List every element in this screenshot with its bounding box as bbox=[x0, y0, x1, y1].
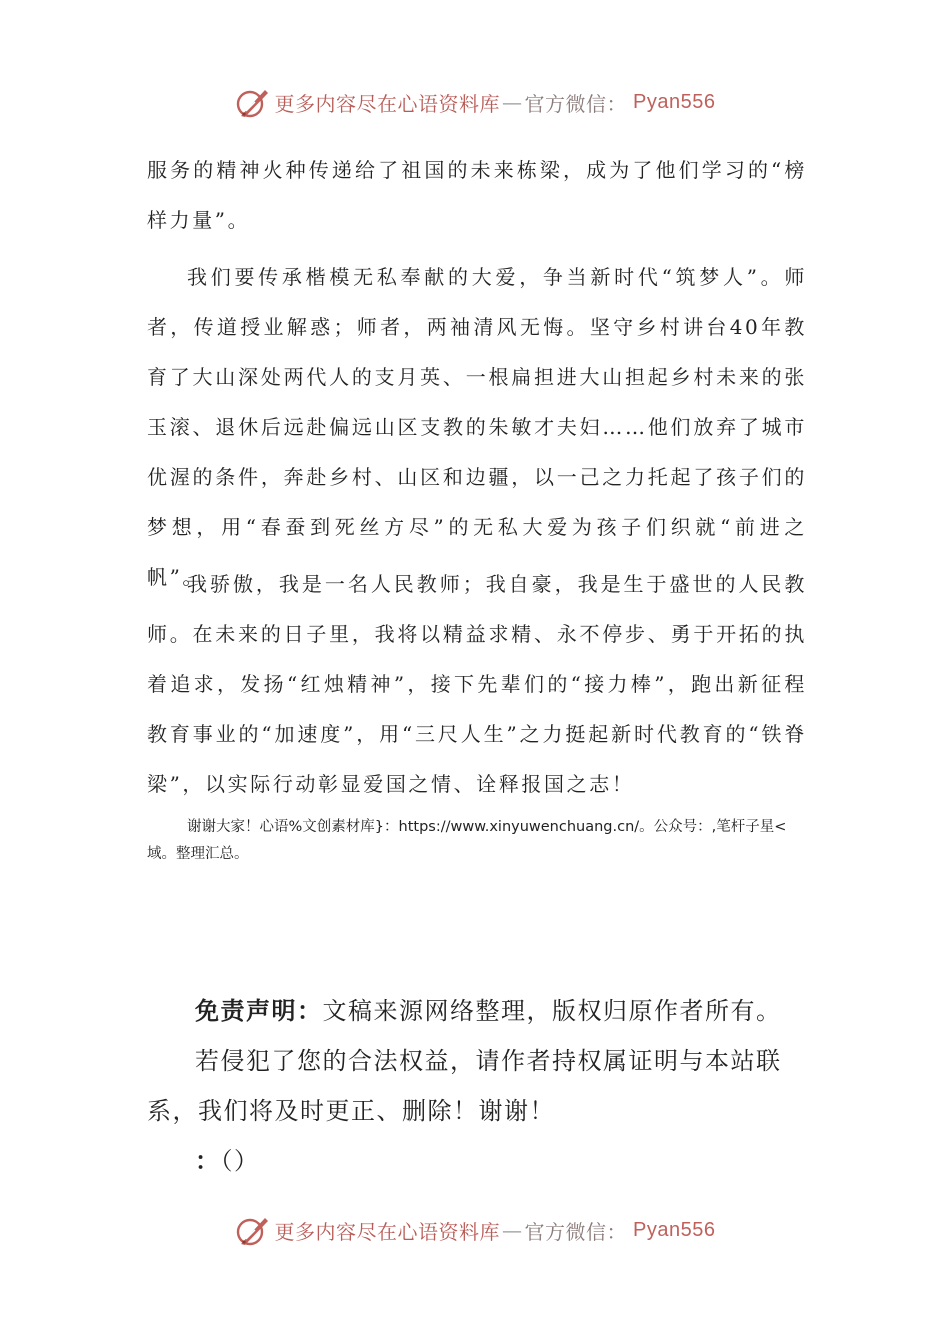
header-dash: — bbox=[502, 90, 523, 114]
footer-wechat-label: 官方微信： bbox=[524, 1219, 628, 1244]
footer-site-text: 更多内容尽在心语资料库 bbox=[274, 1219, 501, 1244]
footer-wechat-id: Pyan556 bbox=[633, 1218, 716, 1241]
thanks-note: 谢谢大家！心语%文创素材库}：https://www.xinyuwenchuang.cn/。公众号：,笔杆子星<域。整理汇总。 bbox=[147, 819, 787, 862]
quill-pen-logo-icon bbox=[235, 84, 271, 120]
disclaimer-paren: （） bbox=[220, 1147, 260, 1175]
footer-banner bbox=[0, 1210, 950, 1250]
header-site-text: 更多内容尽在心语资料库 bbox=[274, 91, 501, 116]
disclaimer-text-1: 文稿来源网络整理，版权归原作者所有。 bbox=[322, 997, 782, 1025]
paragraph-1: 服务的精神火种传递给了祖国的未来栋梁，成为了他们学习的“榜样力量”。 bbox=[147, 158, 807, 232]
paragraph-2: 我们要传承楷模无私奉献的大爱，争当新时代“筑梦人”。师者，传道授业解惑；师者，两袖清风无悔。坚守乡村讲台40年教育了大山深处两代人的支月英、一根扁担进大山担起乡村未来的张玉滚、退休后远赴偏远山区支教的朱敏才夫妇……他们放弃了城市优渥的条件，奔赴乡村、山区和边疆，以一己之力托起了孩子们的梦想，用“春蚕到死丝方尽”的无私大爱为孩子们织就“前进之帆”。 bbox=[147, 265, 807, 589]
disclaimer-line-2: 若侵犯了您的合法权益，请作者持权属证明与本站联系，我们将及时更正、删除！谢谢！ bbox=[147, 1047, 782, 1125]
disclaimer-line-1 bbox=[147, 986, 807, 1036]
paragraph-3: 我骄傲，我是一名人民教师；我自豪，我是生于盛世的人民教师。在未来的日子里，我将以精益求精、永不停步、勇于开拓的执着追求，发扬“红烛精神”，接下先辈们的“接力棒”，跑出新征程教育事业的“加速度”，用“三尺人生”之力挺起新时代教育的“铁脊梁”，以实际行动彰显爱国之情、诠释报国之志！ bbox=[147, 572, 807, 796]
header-wechat-id: Pyan556 bbox=[633, 90, 716, 113]
footer-dash: — bbox=[502, 1218, 523, 1242]
disclaimer-label: 免责声明： bbox=[195, 997, 323, 1025]
disclaimer-colon: ： bbox=[195, 1147, 221, 1175]
disclaimer-line-3 bbox=[147, 1136, 807, 1186]
header-wechat-label: 官方微信： bbox=[524, 91, 628, 116]
header-banner bbox=[0, 82, 950, 122]
quill-pen-logo-icon bbox=[235, 1212, 271, 1248]
